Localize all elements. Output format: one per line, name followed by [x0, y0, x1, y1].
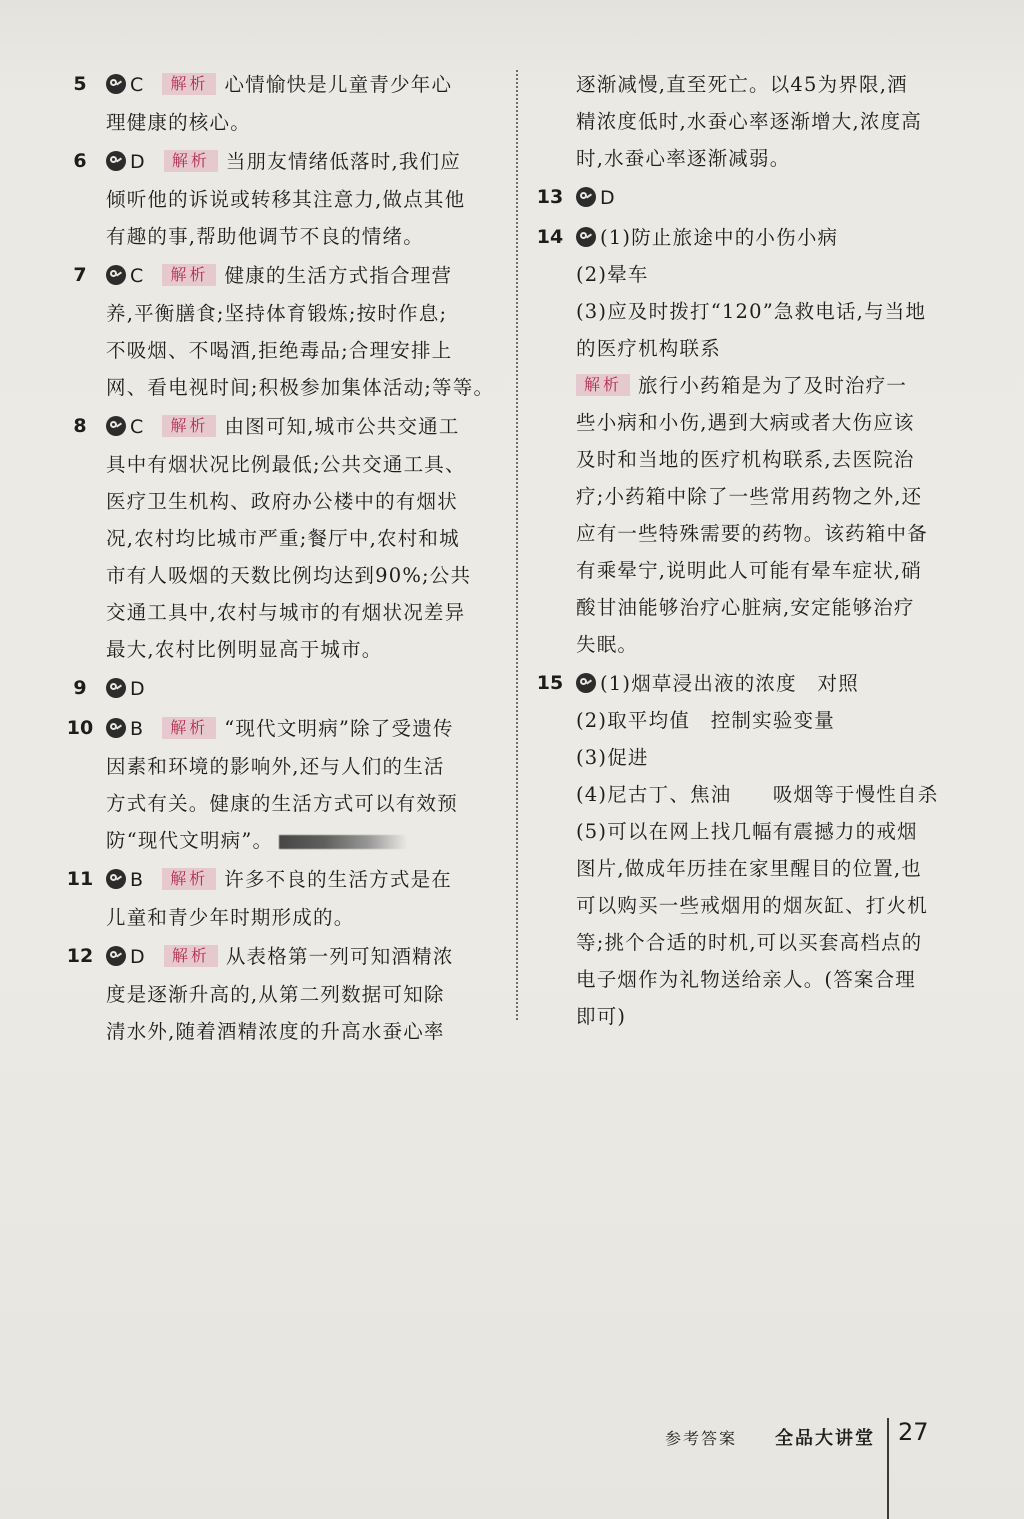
key-icon	[106, 416, 126, 436]
analysis-text: 不吸烟、不喝酒,拒绝毒品;合理安排上	[106, 339, 453, 362]
analysis-text: 网、看电视时间;积极参加集体活动;等等。	[106, 376, 495, 399]
question-number: 10	[66, 717, 94, 739]
key-icon	[576, 187, 596, 207]
answer-item-15	[530, 665, 970, 1035]
question-number: 11	[66, 868, 94, 890]
answer-part: 电子烟作为礼物送给亲人。(答案合理	[576, 968, 917, 991]
answer-part: (4)尼古丁、焦油 吸烟等于慢性自杀	[576, 783, 939, 806]
answer-item-13	[530, 179, 970, 217]
answer-part: (2)晕车	[576, 263, 649, 286]
analysis-text: 市有人吸烟的天数比例均达到90%;公共	[106, 564, 472, 587]
key-icon	[106, 74, 126, 94]
key-icon	[106, 151, 126, 171]
question-number: 14	[536, 226, 564, 248]
answer-part: (1)烟草浸出液的浓度 对照	[600, 672, 859, 695]
answer-letter: D	[130, 946, 146, 968]
analysis-line	[106, 822, 500, 859]
analysis-text: 具中有烟状况比例最低;公共交通工具、	[106, 453, 466, 476]
question-number: 12	[66, 945, 94, 967]
analysis-text: 度是逐渐升高的,从第二列数据可知除	[106, 983, 445, 1006]
answer-line	[106, 861, 500, 899]
question-number: 9	[73, 677, 87, 699]
question-number: 6	[73, 150, 87, 172]
analysis-tag: 解析	[162, 73, 216, 95]
analysis-text: 养,平衡膳食;坚持体育锻炼;按时作息;	[106, 302, 448, 325]
footer-label: 参考答案	[665, 1429, 738, 1448]
analysis-tag: 解析	[164, 945, 218, 967]
analysis-text: 清水外,随着酒精浓度的升高水蚕心率	[106, 1020, 445, 1043]
analysis-tag: 解析	[576, 374, 630, 396]
analysis-text: 失眠。	[576, 633, 639, 656]
footer-divider	[887, 1418, 889, 1519]
answer-part: (3)应及时拨打“120”急救电话,与当地	[576, 300, 927, 323]
answer-item-8	[60, 408, 500, 668]
analysis-text: 旅行小药箱是为了及时治疗一	[638, 374, 908, 397]
key-icon	[106, 265, 126, 285]
answer-part: (2)取平均值 控制实验变量	[576, 709, 835, 732]
answer-letter: B	[130, 718, 145, 740]
analysis-text: 防“现代文明病”。	[106, 829, 274, 852]
answer-letter: D	[130, 151, 146, 173]
answer-part: (3)促进	[576, 746, 649, 769]
analysis-text: 从表格第一列可知酒精浓	[225, 945, 454, 968]
analysis-text: 及时和当地的医疗机构联系,去医院治	[576, 448, 915, 471]
key-icon	[106, 718, 126, 738]
answer-letter: C	[130, 416, 145, 438]
question-number: 7	[73, 264, 87, 286]
answer-item-9	[60, 670, 500, 708]
analysis-text: 当朋友情绪低落时,我们应	[225, 150, 461, 173]
analysis-text: 况,农村均比城市严重;餐厅中,农村和城	[106, 527, 460, 550]
page-number: 27	[898, 1418, 929, 1446]
analysis-line	[576, 367, 970, 404]
answer-line	[106, 257, 500, 295]
answer-part: 图片,做成年历挂在家里醒目的位置,也	[576, 857, 922, 880]
answer-part: 可以购买一些戒烟用的烟灰缸、打火机	[576, 894, 928, 917]
answer-line	[106, 670, 500, 708]
answer-item-12-continued	[530, 66, 970, 177]
answer-item-14	[530, 219, 970, 663]
analysis-text: 精浓度低时,水蚕心率逐渐增大,浓度高	[576, 110, 922, 133]
analysis-text: 疗;小药箱中除了一些常用药物之外,还	[576, 485, 923, 508]
analysis-text: 心情愉快是儿童青少年心	[224, 73, 453, 96]
analysis-text: 酸甘油能够治疗心脏病,安定能够治疗	[576, 596, 915, 619]
footer-brand: 全品大讲堂	[775, 1428, 875, 1449]
answer-item-12	[60, 938, 500, 1050]
answer-item-11	[60, 861, 500, 936]
answer-letter: C	[130, 265, 145, 287]
answer-line	[106, 938, 500, 976]
key-icon	[106, 869, 126, 889]
answer-line	[106, 66, 500, 104]
analysis-tag: 解析	[164, 150, 218, 172]
key-icon	[576, 673, 596, 693]
analysis-text: 医疗卫生机构、政府办公楼中的有烟状	[106, 490, 458, 513]
analysis-tag: 解析	[162, 868, 216, 890]
analysis-text: 应有一些特殊需要的药物。该药箱中备	[576, 522, 928, 545]
answer-line	[576, 179, 970, 217]
analysis-text: “现代文明病”除了受遗传	[224, 717, 454, 740]
analysis-text: 最大,农村比例明显高于城市。	[106, 638, 383, 661]
analysis-text: 方式有关。健康的生活方式可以有效预	[106, 792, 458, 815]
answer-letter: C	[130, 74, 145, 96]
analysis-text: 逐渐减慢,直至死亡。以45为界限,酒	[576, 73, 908, 96]
answer-line	[576, 665, 970, 702]
analysis-text: 健康的生活方式指合理营	[224, 264, 453, 287]
ink-smudge	[279, 835, 407, 849]
answer-part: 的医疗机构联系	[576, 337, 721, 360]
key-icon	[106, 946, 126, 966]
analysis-text: 倾听他的诉说或转移其注意力,做点其他	[106, 188, 466, 211]
question-number: 5	[73, 73, 87, 95]
analysis-text: 时,水蚕心率逐渐减弱。	[576, 147, 791, 170]
analysis-tag: 解析	[162, 415, 216, 437]
analysis-text: 儿童和青少年时期形成的。	[106, 906, 355, 929]
analysis-text: 些小病和小伤,遇到大病或者大伤应该	[576, 411, 915, 434]
answer-part: (1)防止旅途中的小伤小病	[600, 226, 839, 249]
question-number: 8	[73, 415, 87, 437]
left-column	[60, 66, 500, 1052]
answer-item-7	[60, 257, 500, 406]
analysis-text: 因素和环境的影响外,还与人们的生活	[106, 755, 445, 778]
answer-letter: D	[130, 678, 146, 700]
answer-item-5	[60, 66, 500, 141]
answer-line	[106, 710, 500, 748]
answer-part: 等;挑个合适的时机,可以买套高档点的	[576, 931, 923, 954]
key-icon	[106, 678, 126, 698]
analysis-text: 有趣的事,帮助他调节不良的情绪。	[106, 225, 424, 248]
analysis-text: 有乘晕宁,说明此人可能有晕车症状,硝	[576, 559, 922, 582]
answer-item-10	[60, 710, 500, 859]
answer-part: (5)可以在网上找几幅有震撼力的戒烟	[576, 820, 918, 843]
answer-letter: D	[600, 187, 616, 209]
answer-line	[106, 408, 500, 446]
answer-letter: B	[130, 869, 145, 891]
right-column	[530, 66, 970, 1037]
analysis-text: 由图可知,城市公共交通工	[224, 415, 460, 438]
analysis-text: 交通工具中,农村与城市的有烟状况差异	[106, 601, 466, 624]
key-icon	[576, 227, 596, 247]
column-divider	[516, 70, 518, 1020]
answer-item-6	[60, 143, 500, 255]
answer-part: 即可)	[576, 1005, 627, 1028]
answer-line	[576, 219, 970, 256]
analysis-text: 理健康的核心。	[106, 111, 251, 134]
answer-line	[106, 143, 500, 181]
analysis-tag: 解析	[162, 717, 216, 739]
question-number: 13	[536, 186, 564, 208]
analysis-text: 许多不良的生活方式是在	[224, 868, 452, 891]
question-number: 15	[536, 672, 564, 694]
analysis-tag: 解析	[162, 264, 216, 286]
